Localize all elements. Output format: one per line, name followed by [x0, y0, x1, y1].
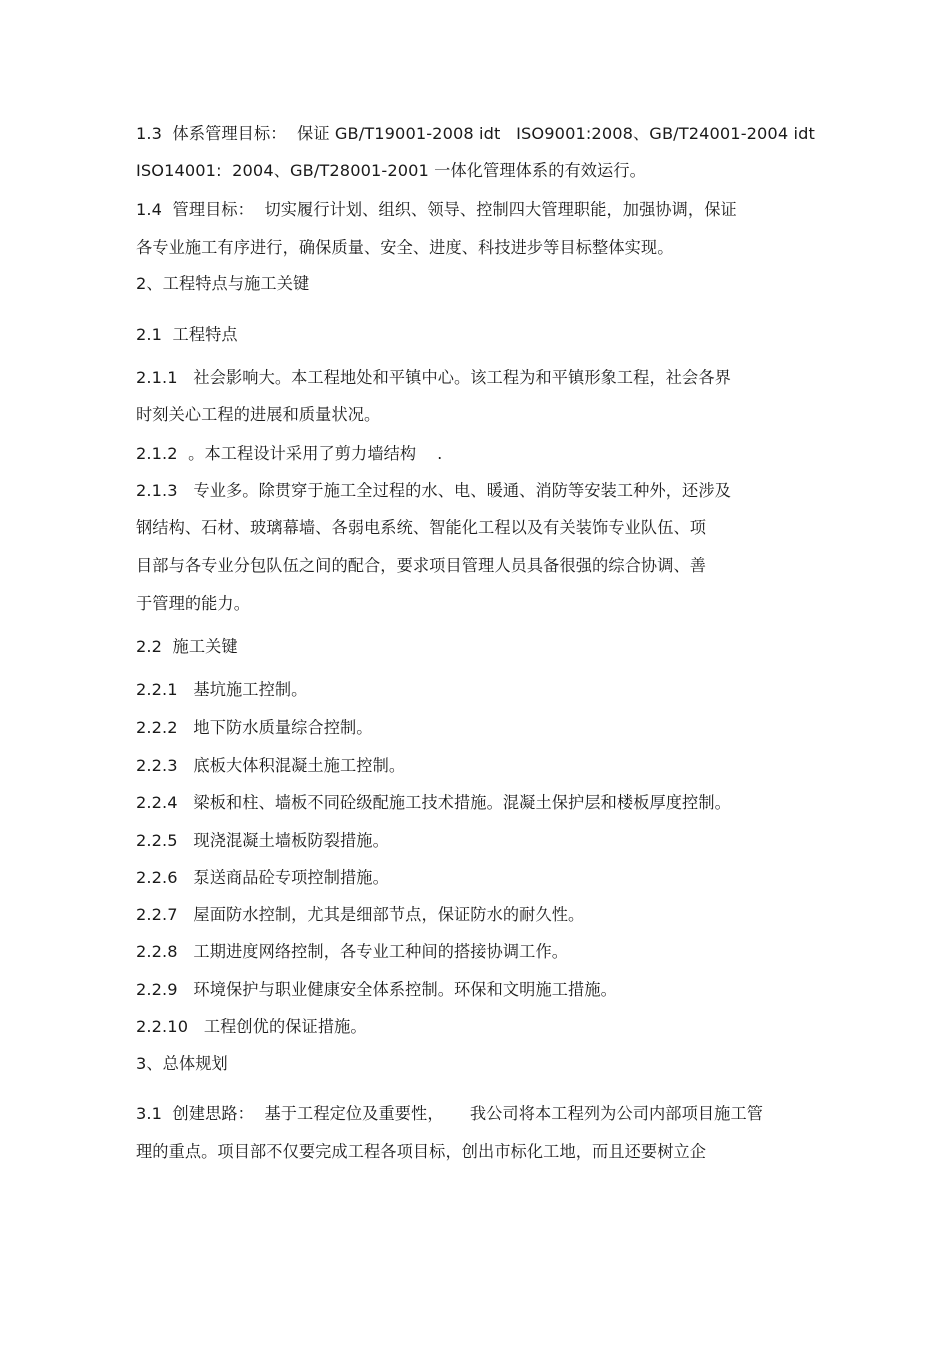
list-item-2-2-2: 2.2.2 地下防水质量综合控制。: [136, 718, 373, 737]
text-line-1-3-system-goal: 1.3 体系管理目标： 保证 GB/T19001-2008 idt ISO9001:2008、GB/T24001-2004 idt: [136, 124, 815, 143]
list-item-2-2-9: 2.2.9 环境保护与职业健康安全体系控制。环保和文明施工措施。: [136, 980, 617, 999]
list-item-2-2-4: 2.2.4 梁板和柱、墙板不同砼级配施工技术措施。混凝土保护层和楼板厚度控制。: [136, 793, 731, 812]
list-item-2-2-10: 2.2.10 工程创优的保证措施。: [136, 1017, 367, 1036]
list-item-2-2-6: 2.2.6 泵送商品砼专项控制措施。: [136, 868, 389, 887]
text-line-2-1-3-continued-2: 目部与各专业分包队伍之间的配合，要求项目管理人员具备很强的综合协调、善: [136, 556, 707, 575]
list-item-2-2-1: 2.2.1 基坑施工控制。: [136, 680, 308, 699]
section-heading-2: 2、工程特点与施工关键: [136, 274, 310, 293]
list-item-2-2-3: 2.2.3 底板大体积混凝土施工控制。: [136, 756, 406, 775]
text-line-2-1-3-continued-1: 钢结构、石材、玻璃幕墙、各弱电系统、智能化工程以及有关装饰专业队伍、项: [136, 518, 707, 537]
subsection-heading-2-1: 2.1 工程特点: [136, 325, 238, 344]
text-line-1-4-continued: 各专业施工有序进行，确保质量、安全、进度、科技进步等目标整体实现。: [136, 238, 674, 257]
text-line-2-1-1-continued: 时刻关心工程的进展和质量状况。: [136, 405, 381, 424]
list-item-2-2-7: 2.2.7 屋面防水控制，尤其是细部节点，保证防水的耐久性。: [136, 905, 585, 924]
list-item-2-2-5: 2.2.5 现浇混凝土墙板防裂措施。: [136, 831, 389, 850]
text-line-2-1-1: 2.1.1 社会影响大。本工程地处和平镇中心。该工程为和平镇形象工程，社会各界: [136, 368, 731, 387]
subsection-heading-2-2: 2.2 施工关键: [136, 637, 238, 656]
text-line-1-4-management-goal: 1.4 管理目标： 切实履行计划、组织、领导、控制四大管理职能，加强协调，保证: [136, 200, 737, 219]
text-line-3-1-creation-idea: 3.1 创建思路： 基于工程定位及重要性， 我公司将本工程列为公司内部项目施工管: [136, 1104, 764, 1123]
text-line-2-1-3: 2.1.3 专业多。除贯穿于施工全过程的水、电、暖通、消防等安装工种外，还涉及: [136, 481, 731, 500]
text-line-1-3-continued: ISO14001: 2004、GB/T28001-2001 一体化管理体系的有效运行。: [136, 161, 646, 180]
text-line-2-1-2: 2.1.2 。本工程设计采用了剪力墙结构 .: [136, 444, 443, 463]
list-item-2-2-8: 2.2.8 工期进度网络控制，各专业工种间的搭接协调工作。: [136, 942, 569, 961]
section-heading-3: 3、总体规划: [136, 1054, 228, 1073]
text-line-3-1-continued: 理的重点。项目部不仅要完成工程各项目标，创出市标化工地，而且还要树立企: [136, 1142, 707, 1161]
text-line-2-1-3-continued-3: 于管理的能力。: [136, 594, 251, 613]
